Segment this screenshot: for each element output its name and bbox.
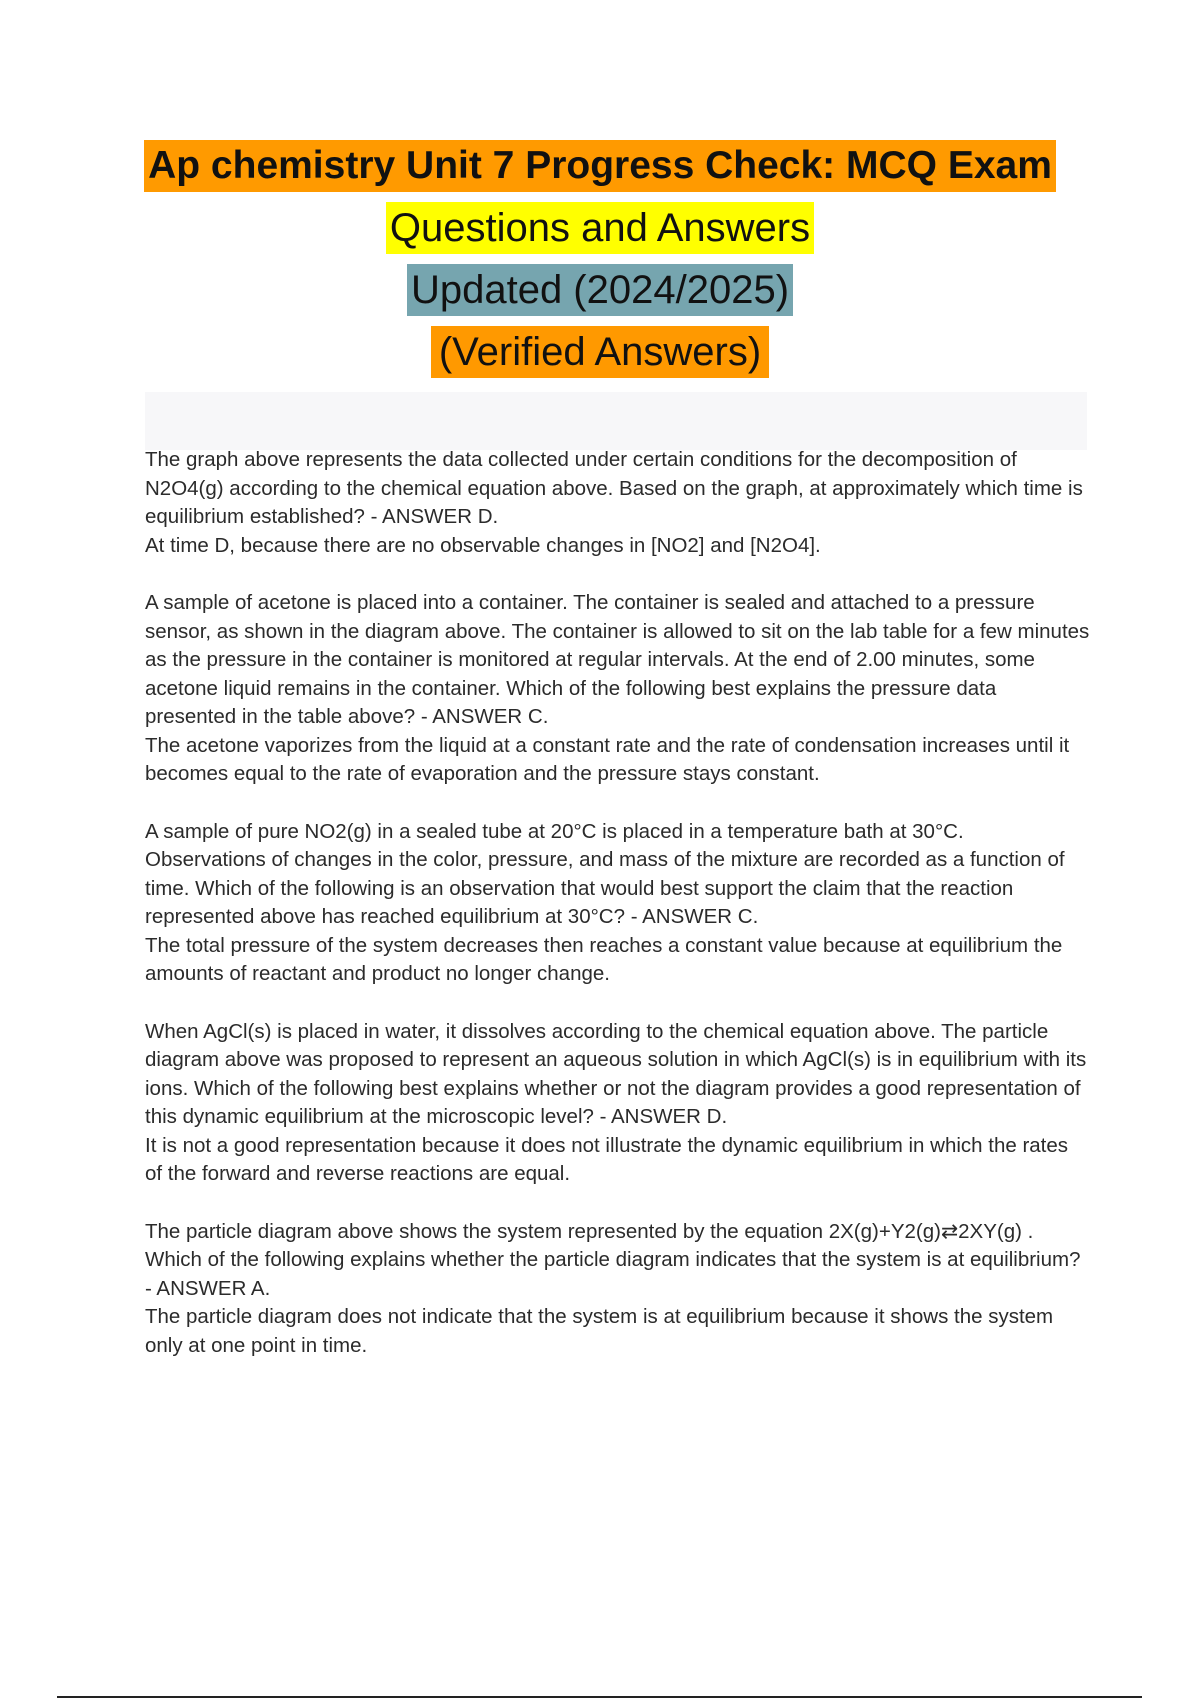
qa-item	[145, 589, 1090, 789]
answer-explanation: The total pressure of the system decreases then reaches a constant value because at equilibrium the amounts of reactant and product no longer change.	[145, 933, 1063, 985]
answer-explanation: At time D, because there are no observable changes in [NO2] and [N2O4].	[145, 533, 821, 557]
qa-item	[145, 1218, 1090, 1361]
footer-divider	[57, 1696, 1142, 1698]
answer-explanation: It is not a good representation because it does not illustrate the dynamic equilibrium in which the rates of the forward and reverse reactions are equal.	[145, 1133, 1069, 1185]
title-line-2	[0, 202, 1200, 264]
title-line-4	[0, 326, 1200, 388]
title-block	[0, 140, 1200, 388]
answer-explanation: The particle diagram does not indicate that the system is at equilibrium because it shows the system only at one point in time.	[145, 1305, 1054, 1357]
question-text: When AgCl(s) is placed in water, it dissolves according to the chemical equation above. The particle diagram above was proposed to represent an aqueous solution in which AgCl(s) is in equilibrium with its ions. Which of the following best explains whether or not the diagram provides a good representation of this dynamic equilibrium at the microscopic level? - ANSWER D.	[145, 1019, 1087, 1128]
qa-item	[145, 446, 1090, 560]
blank-shaded-box	[145, 392, 1087, 450]
qa-item	[145, 1018, 1090, 1189]
qa-list	[145, 446, 1090, 1389]
qa-item	[145, 818, 1090, 989]
title-updated: Updated (2024/2025)	[407, 264, 793, 316]
title-line-3	[0, 264, 1200, 326]
title-main: Ap chemistry Unit 7 Progress Check: MCQ Exam	[144, 140, 1056, 192]
question-text: A sample of pure NO2(g) in a sealed tube at 20°C is placed in a temperature bath at 30°C. Observations of changes in the color, pressure, and mass of the mixture are recorded as a function of time. Which of the following is an observation that would best support the claim that the reaction represented above has reached equilibrium at 30°C? - ANSWER C.	[145, 819, 1065, 928]
answer-explanation: The acetone vaporizes from the liquid at a constant rate and the rate of condensation increases until it becomes equal to the rate of evaporation and the pressure stays constant.	[145, 733, 1070, 785]
title-line-1	[0, 140, 1200, 202]
question-text: The graph above represents the data collected under certain conditions for the decomposition of N2O4(g) according to the chemical equation above. Based on the graph, at approximately which time is equilibrium established? - ANSWER D.	[145, 448, 1083, 528]
question-text: The particle diagram above shows the system represented by the equation 2X(g)+Y2(g)⇄2XY(g) . Which of the following explains whether the particle diagram indicates that the system is at equilibrium? - ANSWER A.	[145, 1219, 1081, 1300]
title-subtitle: Questions and Answers	[386, 202, 814, 254]
title-verified: (Verified Answers)	[431, 326, 769, 378]
question-text: A sample of acetone is placed into a container. The container is sealed and attached to a pressure sensor, as shown in the diagram above. The container is allowed to sit on the lab table for a few minutes as the pressure in the container is monitored at regular intervals. At the end of 2.00 minutes, some acetone liquid remains in the container. Which of the following best explains the pressure data presented in the table above? - ANSWER C.	[145, 591, 1090, 728]
